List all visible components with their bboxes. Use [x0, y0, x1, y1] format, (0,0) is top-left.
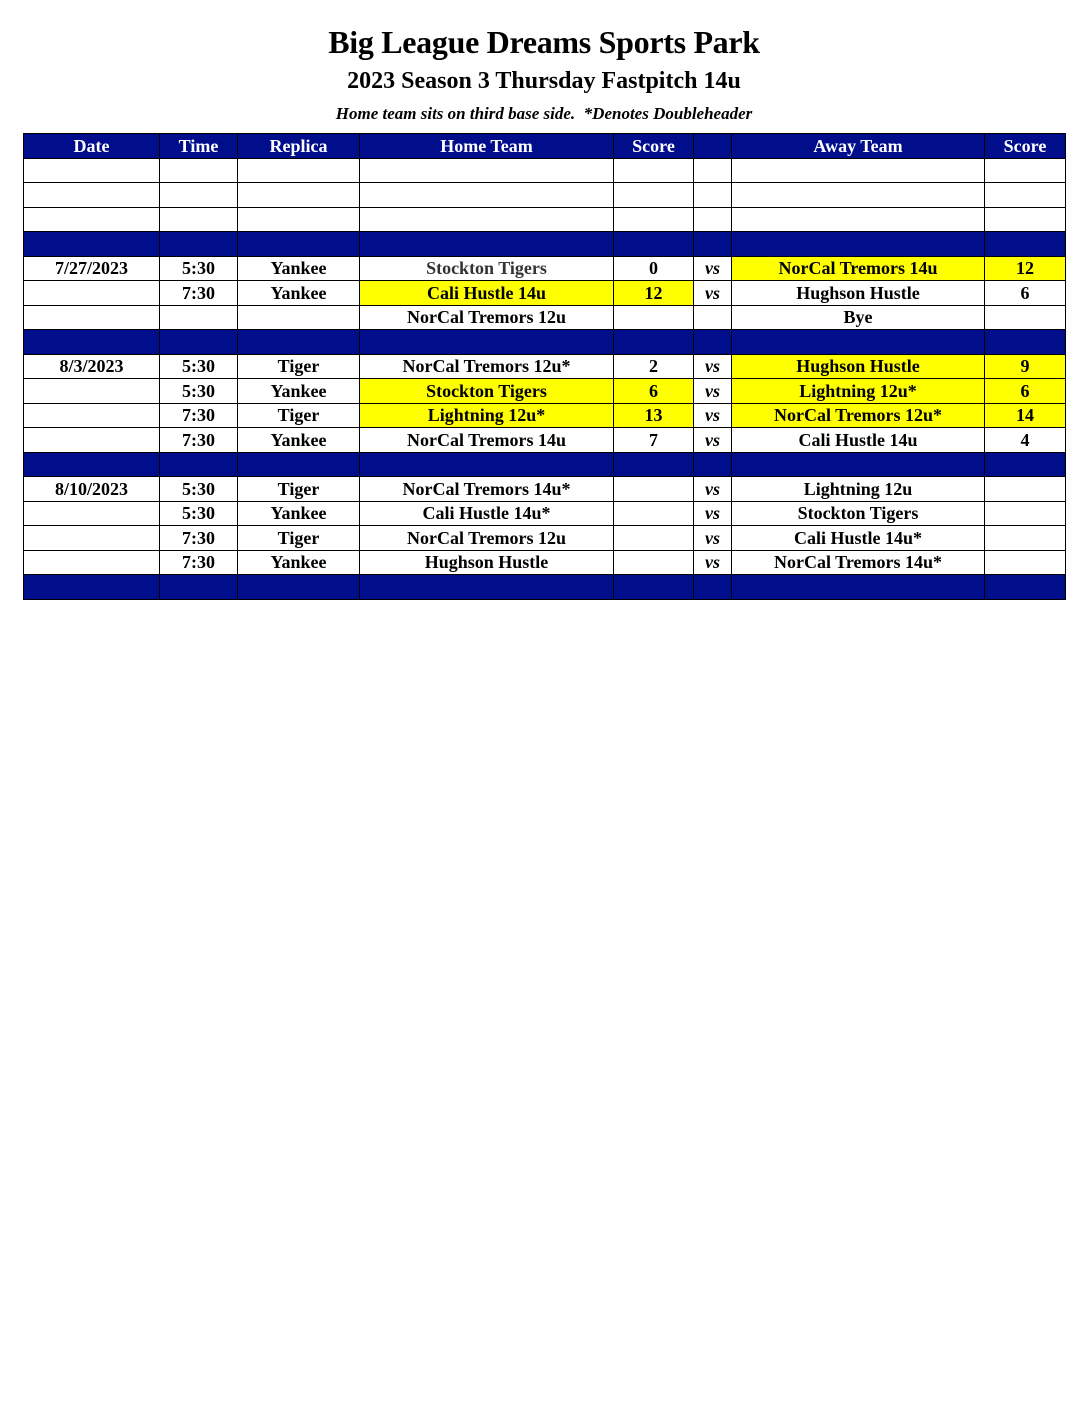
empty-row	[24, 183, 1066, 208]
cell-home-score: 7	[614, 428, 694, 453]
cell-home-score	[614, 232, 694, 257]
cell-home-score	[614, 207, 694, 232]
cell-replica: Yankee	[238, 379, 360, 404]
cell-replica: Yankee	[238, 281, 360, 306]
cell-time: 5:30	[160, 379, 238, 404]
cell-time	[160, 305, 238, 330]
cell-away-team	[732, 183, 985, 208]
cell-replica	[238, 330, 360, 355]
cell-date	[24, 158, 160, 183]
game-row	[24, 256, 1066, 281]
cell-home-score	[614, 550, 694, 575]
cell-away-score	[985, 183, 1066, 208]
cell-vs	[694, 232, 732, 257]
cell-home-team: Hughson Hustle	[360, 550, 614, 575]
cell-away-score: 4	[985, 428, 1066, 453]
cell-away-team: Stockton Tigers	[732, 501, 985, 526]
cell-replica: Tiger	[238, 403, 360, 428]
cell-home-team: Lightning 12u*	[360, 403, 614, 428]
cell-time: 5:30	[160, 501, 238, 526]
cell-away-score	[985, 501, 1066, 526]
cell-date	[24, 207, 160, 232]
game-row	[24, 526, 1066, 551]
cell-home-team: Stockton Tigers	[360, 256, 614, 281]
cell-vs: vs	[694, 379, 732, 404]
cell-replica	[238, 183, 360, 208]
cell-date	[24, 305, 160, 330]
cell-time: 7:30	[160, 403, 238, 428]
cell-away-score: 9	[985, 354, 1066, 379]
cell-home-team	[360, 330, 614, 355]
cell-time: 7:30	[160, 428, 238, 453]
cell-away-team	[732, 232, 985, 257]
cell-time	[160, 207, 238, 232]
cell-away-team: Lightning 12u*	[732, 379, 985, 404]
cell-home-team: NorCal Tremors 12u	[360, 526, 614, 551]
column-header-home-team: Home Team	[360, 134, 614, 159]
cell-replica	[238, 207, 360, 232]
cell-home-team	[360, 183, 614, 208]
column-header-date: Date	[24, 134, 160, 159]
cell-away-score	[985, 452, 1066, 477]
cell-date	[24, 526, 160, 551]
column-header-away-team: Away Team	[732, 134, 985, 159]
cell-home-score	[614, 183, 694, 208]
cell-home-score	[614, 575, 694, 600]
cell-away-score	[985, 158, 1066, 183]
cell-vs: vs	[694, 403, 732, 428]
cell-replica	[238, 452, 360, 477]
cell-vs: vs	[694, 526, 732, 551]
cell-vs: vs	[694, 256, 732, 281]
column-header-home-score: Score	[614, 134, 694, 159]
cell-replica: Tiger	[238, 526, 360, 551]
cell-away-team	[732, 158, 985, 183]
cell-home-team: Stockton Tigers	[360, 379, 614, 404]
cell-away-team: NorCal Tremors 14u*	[732, 550, 985, 575]
cell-date	[24, 501, 160, 526]
cell-date: 8/10/2023	[24, 477, 160, 502]
cell-replica: Tiger	[238, 354, 360, 379]
cell-time	[160, 452, 238, 477]
cell-home-score: 13	[614, 403, 694, 428]
cell-home-team	[360, 452, 614, 477]
cell-home-team	[360, 232, 614, 257]
cell-date: 8/3/2023	[24, 354, 160, 379]
cell-away-team: Bye	[732, 305, 985, 330]
cell-vs: vs	[694, 501, 732, 526]
game-row	[24, 428, 1066, 453]
game-row	[24, 477, 1066, 502]
game-row	[24, 403, 1066, 428]
cell-away-score: 14	[985, 403, 1066, 428]
game-row	[24, 305, 1066, 330]
cell-vs: vs	[694, 354, 732, 379]
cell-date	[24, 330, 160, 355]
cell-away-team	[732, 575, 985, 600]
cell-home-score	[614, 477, 694, 502]
empty-row	[24, 158, 1066, 183]
cell-time	[160, 575, 238, 600]
column-header-away-score: Score	[985, 134, 1066, 159]
cell-replica: Yankee	[238, 428, 360, 453]
cell-date	[24, 575, 160, 600]
cell-time	[160, 158, 238, 183]
cell-away-score	[985, 575, 1066, 600]
cell-away-score: 12	[985, 256, 1066, 281]
cell-time: 7:30	[160, 550, 238, 575]
cell-time: 7:30	[160, 526, 238, 551]
cell-time: 5:30	[160, 477, 238, 502]
cell-date	[24, 232, 160, 257]
column-header-time: Time	[160, 134, 238, 159]
game-row	[24, 354, 1066, 379]
cell-time	[160, 330, 238, 355]
cell-home-score: 12	[614, 281, 694, 306]
cell-replica: Yankee	[238, 501, 360, 526]
cell-away-team: Lightning 12u	[732, 477, 985, 502]
cell-away-team	[732, 330, 985, 355]
page-title: Big League Dreams Sports Park	[328, 24, 760, 60]
cell-away-score	[985, 305, 1066, 330]
cell-home-score: 2	[614, 354, 694, 379]
cell-away-score: 6	[985, 281, 1066, 306]
cell-replica: Yankee	[238, 550, 360, 575]
cell-vs: vs	[694, 477, 732, 502]
cell-home-team: NorCal Tremors 12u*	[360, 354, 614, 379]
column-header-vs	[694, 134, 732, 159]
cell-home-score: 6	[614, 379, 694, 404]
empty-row	[24, 207, 1066, 232]
cell-time: 7:30	[160, 281, 238, 306]
game-row	[24, 550, 1066, 575]
cell-replica	[238, 158, 360, 183]
cell-away-team: NorCal Tremors 12u*	[732, 403, 985, 428]
cell-home-score	[614, 452, 694, 477]
cell-away-score	[985, 232, 1066, 257]
cell-date	[24, 403, 160, 428]
cell-home-score	[614, 501, 694, 526]
cell-away-team	[732, 207, 985, 232]
cell-date	[24, 281, 160, 306]
cell-home-team	[360, 207, 614, 232]
cell-home-score	[614, 526, 694, 551]
cell-home-team: NorCal Tremors 12u	[360, 305, 614, 330]
page-note: Home team sits on third base side. *Denotes Doubleheader	[335, 104, 753, 123]
cell-away-score	[985, 207, 1066, 232]
separator-row	[24, 452, 1066, 477]
cell-vs	[694, 207, 732, 232]
cell-vs: vs	[694, 550, 732, 575]
cell-home-team: NorCal Tremors 14u	[360, 428, 614, 453]
cell-away-team: Hughson Hustle	[732, 281, 985, 306]
separator-row	[24, 330, 1066, 355]
cell-date	[24, 428, 160, 453]
cell-home-team	[360, 158, 614, 183]
cell-home-score	[614, 158, 694, 183]
cell-date	[24, 452, 160, 477]
cell-vs	[694, 452, 732, 477]
cell-vs	[694, 575, 732, 600]
separator-row	[24, 575, 1066, 600]
cell-time: 5:30	[160, 354, 238, 379]
cell-home-score	[614, 305, 694, 330]
cell-away-team	[732, 452, 985, 477]
cell-vs: vs	[694, 428, 732, 453]
page-subtitle: 2023 Season 3 Thursday Fastpitch 14u	[347, 68, 741, 94]
cell-home-team: Cali Hustle 14u*	[360, 501, 614, 526]
cell-replica	[238, 575, 360, 600]
column-header-replica: Replica	[238, 134, 360, 159]
cell-away-team: NorCal Tremors 14u	[732, 256, 985, 281]
cell-away-score: 6	[985, 379, 1066, 404]
cell-vs	[694, 330, 732, 355]
cell-home-score	[614, 330, 694, 355]
cell-vs	[694, 183, 732, 208]
separator-row	[24, 232, 1066, 257]
cell-home-team	[360, 575, 614, 600]
cell-date	[24, 183, 160, 208]
cell-date	[24, 379, 160, 404]
cell-away-score	[985, 526, 1066, 551]
cell-vs	[694, 158, 732, 183]
cell-home-score: 0	[614, 256, 694, 281]
header-row	[24, 134, 1066, 159]
cell-replica: Yankee	[238, 256, 360, 281]
cell-replica	[238, 232, 360, 257]
cell-away-score	[985, 550, 1066, 575]
cell-date	[24, 550, 160, 575]
game-row	[24, 501, 1066, 526]
cell-away-team: Cali Hustle 14u	[732, 428, 985, 453]
cell-date: 7/27/2023	[24, 256, 160, 281]
cell-time	[160, 232, 238, 257]
cell-vs	[694, 305, 732, 330]
cell-vs: vs	[694, 281, 732, 306]
cell-replica	[238, 305, 360, 330]
schedule-body	[24, 158, 1066, 599]
cell-away-score	[985, 477, 1066, 502]
cell-home-team: NorCal Tremors 14u*	[360, 477, 614, 502]
cell-replica: Tiger	[238, 477, 360, 502]
cell-home-team: Cali Hustle 14u	[360, 281, 614, 306]
cell-away-score	[985, 330, 1066, 355]
cell-time: 5:30	[160, 256, 238, 281]
game-row	[24, 379, 1066, 404]
schedule-table	[23, 133, 1066, 600]
cell-time	[160, 183, 238, 208]
game-row	[24, 281, 1066, 306]
cell-away-team: Cali Hustle 14u*	[732, 526, 985, 551]
cell-away-team: Hughson Hustle	[732, 354, 985, 379]
